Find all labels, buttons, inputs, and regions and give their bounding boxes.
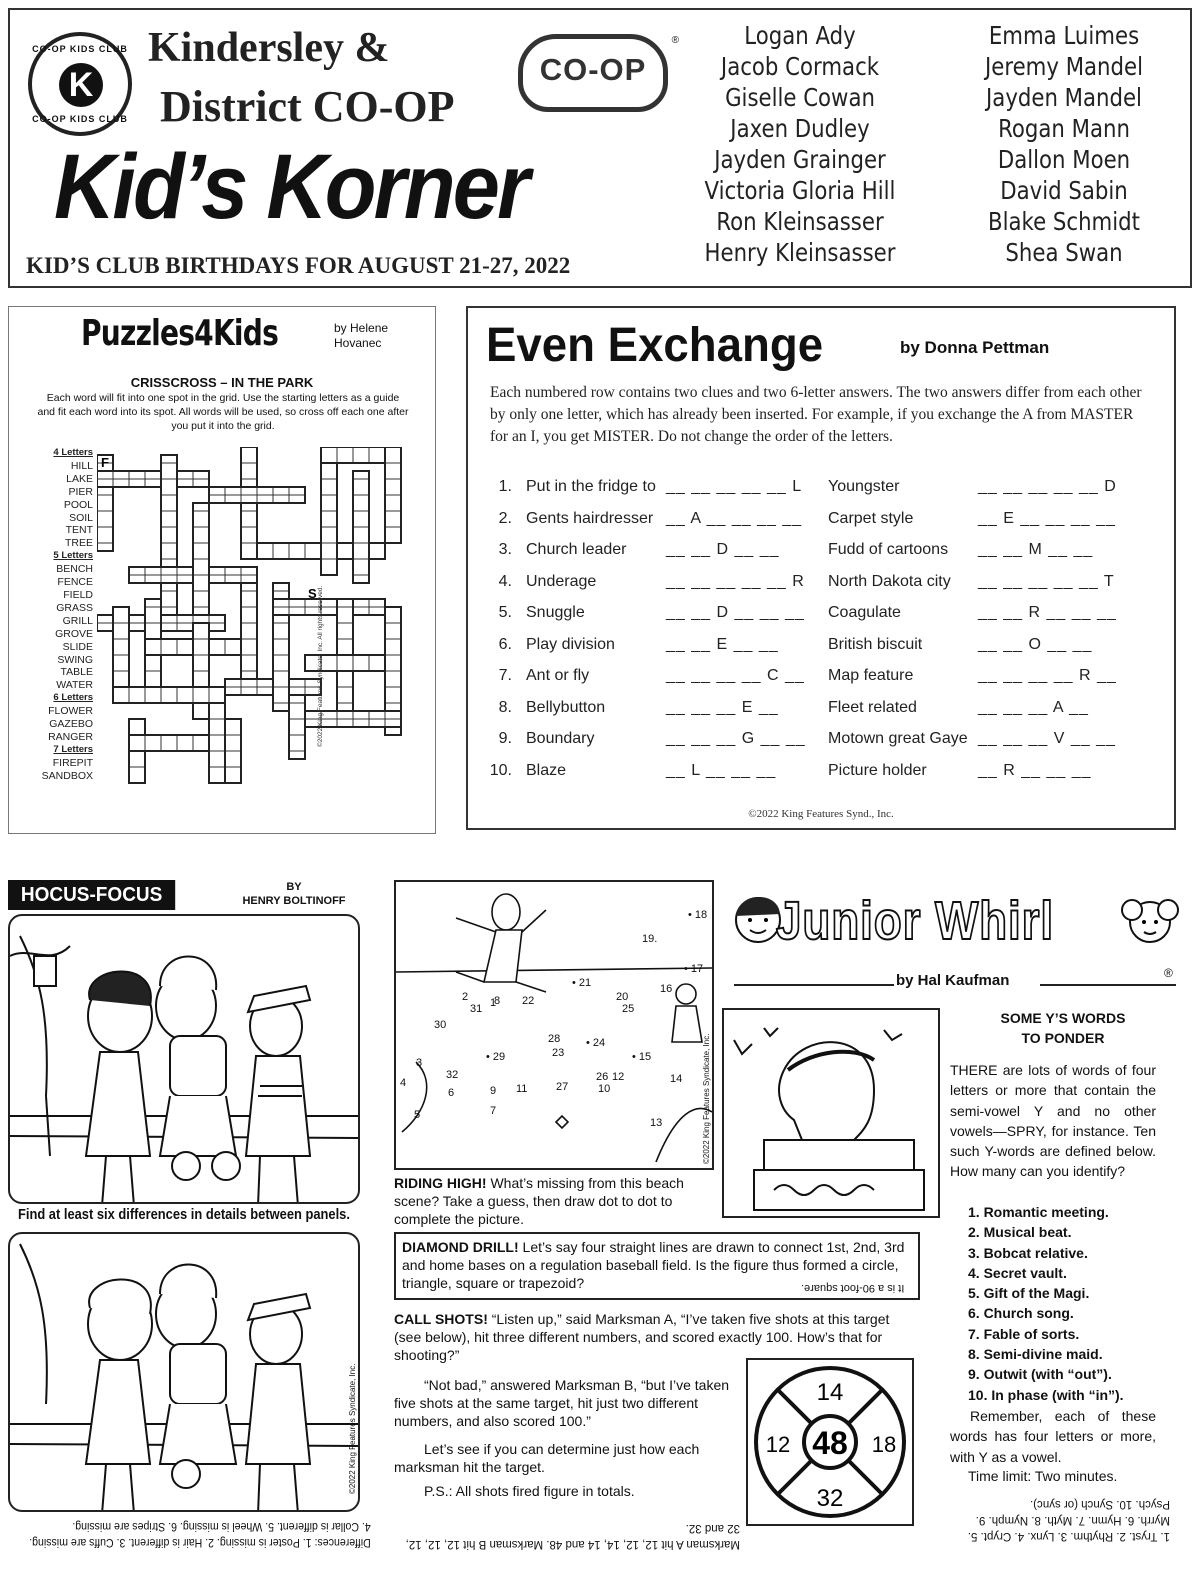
right-answer-blanks[interactable]: __ R __ __ __ xyxy=(978,761,1092,779)
heading-line1: SOME Y’S WORDS xyxy=(1000,1010,1126,1026)
word: WATER xyxy=(56,679,93,692)
word: BENCH xyxy=(56,563,93,576)
junior-whirl-registered: ® xyxy=(1164,966,1173,980)
birthday-name: Jeremy Mandel xyxy=(984,52,1143,81)
byline-rule-right xyxy=(1040,984,1176,986)
word: GAZEBO xyxy=(49,718,93,731)
kids-club-badge xyxy=(28,32,132,136)
junior-whirl-answer-upside-down: 1. Tryst. 2. Rhythm. 3. Lynx. 4. Crypt. 5. Myrrh. 6. Hymn. 7. Myth. 8. Nymph. 9. Psych. 10. Synch (or sync). xyxy=(967,1498,1170,1542)
word: FIREPIT xyxy=(52,756,93,769)
call-shots-p1: “Listen up,” said Marksman A, “I’ve taken five shots at this target (see below), hit three different numbers, and scored exactly 100. How’s that for shooting?” xyxy=(394,1311,890,1363)
birthday-name: Ron Kleinsasser xyxy=(716,207,884,236)
clue-item: 8. Semi-divine maid. xyxy=(968,1346,1103,1363)
left-clue: Snuggle xyxy=(526,604,585,621)
starter-letter-s: S xyxy=(308,586,317,601)
svg-text:11: 11 xyxy=(516,1083,528,1095)
word-group-label: 6 Letters xyxy=(53,692,93,704)
coop-registered-mark: ® xyxy=(671,35,679,46)
row-number: 5. xyxy=(498,604,512,621)
right-clue: North Dakota city xyxy=(828,572,951,590)
word: TABLE xyxy=(60,666,93,679)
birthday-name: Blake Schmidt xyxy=(988,207,1140,236)
call-shots-lead: CALL SHOTS! xyxy=(394,1311,488,1327)
row-number: 3. xyxy=(498,541,512,558)
puzzles4kids-copyright: ©2022 King Features Syndicate, Inc. All rights reserved. xyxy=(317,585,324,747)
birthday-names-col2 xyxy=(954,20,1175,268)
row-number: 7. xyxy=(498,667,512,684)
junior-whirl-intro: THERE are lots of words of four letters or more that contain the semi-vowel Y and no other vowels—SPRY, for instance. Ten such Y-words are defined below. How many can you identify? xyxy=(950,1062,1156,1180)
svg-text:• 29: • 29 xyxy=(486,1051,506,1063)
puzzles4kids-logo: Puzzles4Kids xyxy=(81,313,279,354)
word: GRASS xyxy=(56,601,93,614)
svg-text:8: 8 xyxy=(494,995,501,1007)
page-subtitle: KID’S CLUB BIRTHDAYS FOR AUGUST 21-27, 2022 xyxy=(26,253,571,278)
svg-text:26: 26 xyxy=(596,1071,609,1083)
right-clue: Coagulate xyxy=(828,604,901,621)
word: TENT xyxy=(65,524,93,537)
word: PIER xyxy=(68,485,93,498)
svg-text:16: 16 xyxy=(660,983,673,995)
crisscross-grid[interactable] xyxy=(97,447,419,817)
svg-text:19.: 19. xyxy=(642,933,658,945)
junior-whirl-clue-list xyxy=(968,1202,1168,1405)
target-left-value: 12 xyxy=(765,1432,791,1457)
target-top-value: 14 xyxy=(816,1379,844,1406)
birthday-name: Logan Ady xyxy=(744,21,856,50)
call-shots-target-box xyxy=(746,1358,914,1526)
word: POOL xyxy=(63,498,93,511)
clue-item: 5. Gift of the Magi. xyxy=(968,1285,1090,1302)
svg-text:25: 25 xyxy=(622,1003,635,1015)
puzzles4kids-panel xyxy=(8,306,436,834)
row-number: 9. xyxy=(498,730,512,747)
crisscross-word-list xyxy=(19,447,93,783)
left-answer-blanks[interactable]: __ __ D __ __ __ xyxy=(666,604,805,621)
caesar-bust-illustration-frame xyxy=(722,1008,940,1218)
target-right-value: 18 xyxy=(871,1432,897,1457)
call-shots-p4: P.S.: All shots fired figure in totals. xyxy=(424,1483,635,1499)
left-clue: Bellybutton xyxy=(526,698,606,716)
svg-text:9: 9 xyxy=(490,1085,497,1097)
word-group-label: 4 Letters xyxy=(53,447,93,458)
svg-text:• 17: • 17 xyxy=(684,963,704,975)
birthday-name: Jayden Mandel xyxy=(986,83,1142,112)
left-answer-blanks[interactable]: __ __ __ G __ __ xyxy=(666,730,806,747)
right-answer-blanks[interactable]: __ __ O __ __ xyxy=(978,635,1093,653)
byline-line: by Helene xyxy=(334,321,389,335)
clue-item: 2. Musical beat. xyxy=(968,1224,1072,1241)
badge-ring-text-top: CO-OP KIDS CLUB xyxy=(32,44,128,54)
right-answer-blanks[interactable]: __ __ __ __ __ T xyxy=(978,572,1115,590)
word: FIELD xyxy=(63,588,93,601)
clue-item: 7. Fable of sorts. xyxy=(968,1325,1080,1342)
svg-text:3: 3 xyxy=(416,1057,423,1069)
target-center-value: 48 xyxy=(812,1425,848,1461)
call-shots-p3: Let’s see if you can determine just how each marksman hit the target. xyxy=(394,1441,700,1475)
word: GROVE xyxy=(55,627,93,640)
right-answer-blanks[interactable]: __ __ R __ __ __ xyxy=(978,604,1117,621)
word: SOIL xyxy=(69,511,93,524)
coop-logo xyxy=(518,34,679,112)
word: FENCE xyxy=(57,576,93,589)
right-clue: Map feature xyxy=(828,667,914,684)
svg-text:28: 28 xyxy=(548,1033,561,1045)
byline-rule-left xyxy=(734,984,894,986)
left-clue: Underage xyxy=(526,572,597,590)
even-exchange-rows xyxy=(468,478,1174,798)
heading-line2: TO PONDER xyxy=(1021,1030,1105,1046)
birthday-name: Rogan Mann xyxy=(998,114,1130,143)
svg-text:• 21: • 21 xyxy=(572,977,592,989)
word-group-label: 7 Letters xyxy=(53,743,93,755)
beach-dot-to-dot-illustration xyxy=(396,882,712,1168)
word-group-label: 5 Letters xyxy=(53,550,93,562)
diamond-drill-box xyxy=(394,1232,920,1300)
riding-high-lead: RIDING HIGH! xyxy=(394,1175,487,1191)
hocus-focus-title: HOCUS-FOCUS xyxy=(8,880,175,910)
row-number: 6. xyxy=(498,635,512,653)
left-clue: Ant or fly xyxy=(526,667,590,684)
svg-text:5: 5 xyxy=(414,1109,421,1121)
birthday-name: Victoria Gloria Hill xyxy=(704,176,896,205)
badge-letter: K xyxy=(59,63,103,107)
junior-whirl-heading xyxy=(950,1008,1176,1048)
hocus-focus-prompt: Find at least six differences in details between panels. xyxy=(18,1206,350,1223)
right-answer-blanks[interactable]: __ __ __ __ __ D xyxy=(978,478,1117,495)
even-exchange-copyright: ©2022 King Features Synd., Inc. xyxy=(748,808,894,820)
riding-high-body: What’s missing from this beach scene? Take a guess, then draw dot to dot to complete the picture. xyxy=(394,1175,684,1227)
row-number: 1. xyxy=(498,478,512,495)
svg-text:7: 7 xyxy=(490,1105,497,1117)
page-title: Kid’s Korner xyxy=(54,136,528,238)
svg-text:23: 23 xyxy=(552,1047,565,1059)
word: SANDBOX xyxy=(41,769,93,782)
byline-author: HENRY BOLTINOFF xyxy=(242,895,346,907)
row-number: 8. xyxy=(498,698,512,716)
org-name-line1: Kindersley & xyxy=(148,25,390,71)
badge-ring-text-bottom: CO-OP KIDS CLUB xyxy=(32,114,128,124)
right-clue: Motown great Gaye xyxy=(828,730,968,747)
clue-item: 10. In phase (with “in”). xyxy=(968,1386,1124,1403)
word: GRILL xyxy=(62,614,93,627)
right-answer-blanks[interactable]: __ E __ __ __ __ xyxy=(978,509,1116,527)
svg-text:31: 31 xyxy=(470,1003,483,1015)
svg-text:• 15: • 15 xyxy=(632,1051,652,1063)
call-shots-answer-upside-down: Marksman A hit 12, 12, 14, 14 and 48. Marksman B hit 12, 12, 12, 32 and 32. xyxy=(405,1522,740,1550)
even-exchange-title: Even Exchange xyxy=(486,319,824,372)
byline-line: Hovanec xyxy=(334,336,382,350)
target-bottom-value: 32 xyxy=(816,1485,844,1512)
birthday-name: Jayden Grainger xyxy=(714,145,886,174)
crisscross-heading: CRISSCROSS – IN THE PARK xyxy=(130,375,314,390)
svg-text:20: 20 xyxy=(616,991,629,1003)
svg-text:30: 30 xyxy=(434,1019,447,1031)
junior-whirl-title: Junior Whirl xyxy=(776,891,1054,951)
right-clue: Carpet style xyxy=(828,509,914,527)
svg-text:14: 14 xyxy=(670,1073,683,1085)
svg-text:27: 27 xyxy=(556,1081,569,1093)
left-clue: Play division xyxy=(526,635,615,653)
hocus-focus-answer-upside-down: Differences: 1. Poster is missing. 2. Hair is different. 3. Cuffs are missing. 4. Collar is different. 5. Wheel is missing. 6. Stripes are missing. xyxy=(29,1520,371,1548)
word: SLIDE xyxy=(62,640,93,653)
svg-text:10: 10 xyxy=(598,1083,611,1095)
birthday-name: Dallon Moen xyxy=(997,145,1131,174)
word: TREE xyxy=(64,537,93,550)
svg-text:2: 2 xyxy=(462,991,469,1003)
byline-by: BY xyxy=(286,881,302,893)
svg-text:22: 22 xyxy=(522,995,535,1007)
right-answer-blanks[interactable]: __ __ __ A __ xyxy=(978,698,1089,716)
svg-text:12: 12 xyxy=(612,1071,625,1083)
birthday-name: Shea Swan xyxy=(1005,238,1123,267)
birthday-name: Jacob Cormack xyxy=(720,52,880,81)
org-name-line2: District CO-OP xyxy=(160,82,455,131)
diamond-drill-answer-upside-down: It is a 90-foot square. xyxy=(800,1282,904,1294)
riding-high-copyright: ©2022 King Features Syndicate, Inc. xyxy=(702,1033,711,1164)
left-clue: Gents hairdresser xyxy=(526,509,654,527)
right-clue: Picture holder xyxy=(828,761,927,779)
left-clue: Boundary xyxy=(526,730,595,747)
kids-with-stroller-illustration-altered xyxy=(10,1234,360,1512)
riding-high-text xyxy=(394,1174,704,1228)
junior-whirl-outro: Remember, each of these words has four letters or more, with Y as a vowel. xyxy=(950,1408,1156,1465)
right-answer-blanks[interactable]: __ __ M __ __ xyxy=(978,541,1094,558)
row-number: 2. xyxy=(498,509,512,527)
even-exchange-instructions: Each numbered row contains two clues and two 6-letter answers. The two answers differ from each other by only one letter, which has already been inserted. For example, if you exchange the A from MASTER for an I, you get MISTER. Do not change the order of the letters. xyxy=(490,384,1142,445)
birthday-name: David Sabin xyxy=(1000,176,1128,205)
left-answer-blanks[interactable]: __ __ __ E __ xyxy=(666,698,779,716)
svg-text:1: 1 xyxy=(490,997,497,1009)
right-clue: British biscuit xyxy=(828,635,923,653)
right-clue: Fudd of cartoons xyxy=(828,541,949,558)
left-answer-blanks[interactable]: __ __ __ __ __ L xyxy=(666,478,803,495)
left-answer-blanks[interactable]: __ __ __ __ __ R xyxy=(666,572,805,590)
svg-text:4: 4 xyxy=(400,1077,407,1089)
left-answer-blanks[interactable]: __ __ D __ __ xyxy=(666,541,780,558)
svg-text:• 24: • 24 xyxy=(586,1037,606,1049)
junior-whirl-byline: by Hal Kaufman xyxy=(896,972,1010,989)
target-illustration xyxy=(748,1360,912,1524)
header-banner xyxy=(8,8,1192,288)
left-answer-blanks[interactable]: __ __ __ __ C __ xyxy=(666,667,805,684)
hocus-focus-copyright: ©2022 King Features Syndicate, Inc. xyxy=(348,1363,357,1494)
diamond-drill-lead: DIAMOND DRILL! xyxy=(402,1239,519,1255)
call-shots-p2: “Not bad,” answered Marksman B, “but I’ve taken five shots at the same target, hit just two different numbers, and also scored 100.” xyxy=(394,1377,730,1429)
svg-text:6: 6 xyxy=(448,1087,455,1099)
birthday-name: Emma Luimes xyxy=(988,21,1140,50)
clue-item: 4. Secret vault. xyxy=(968,1264,1067,1281)
left-clue: Blaze xyxy=(526,761,567,779)
starter-letter-f: F xyxy=(101,455,109,470)
word: SWING xyxy=(57,653,93,666)
left-answer-blanks[interactable]: __ L __ __ __ xyxy=(666,761,777,779)
hocus-focus-panel-top xyxy=(8,914,360,1204)
coop-logo-text: CO-OP xyxy=(539,52,647,87)
girl-face-icon xyxy=(1120,884,1182,954)
birthday-name: Jaxen Dudley xyxy=(730,114,870,143)
left-answer-blanks[interactable]: __ A __ __ __ __ xyxy=(666,509,803,527)
svg-text:32: 32 xyxy=(446,1069,459,1081)
birthday-name: Giselle Cowan xyxy=(725,83,875,112)
clue-item: 3. Bobcat relative. xyxy=(968,1244,1088,1261)
left-clue: Put in the fridge to xyxy=(526,478,656,495)
caesar-bust-illustration xyxy=(724,1010,938,1216)
puzzles4kids-byline xyxy=(334,321,388,351)
birthday-names-col1 xyxy=(690,20,911,268)
kids-with-stroller-illustration xyxy=(10,916,360,1204)
junior-whirl-time-limit: Time limit: Two minutes. xyxy=(968,1468,1118,1484)
word: HILL xyxy=(70,459,93,472)
word: RANGER xyxy=(48,730,93,743)
right-answer-blanks[interactable]: __ __ __ __ R __ xyxy=(978,667,1117,684)
hocus-focus-byline xyxy=(234,880,354,908)
left-answer-blanks[interactable]: __ __ E __ __ xyxy=(666,635,779,653)
left-clue: Church leader xyxy=(526,541,627,558)
diamond-drill-body: Let’s say four straight lines are drawn to connect 1st, 2nd, 3rd and home bases on a regulation baseball field. Is the figure thus formed a circle, triangle, square or trapezoid? xyxy=(402,1239,905,1291)
svg-text:• 18: • 18 xyxy=(688,909,708,921)
right-answer-blanks[interactable]: __ __ __ V __ __ xyxy=(978,730,1116,747)
word: LAKE xyxy=(66,472,93,485)
call-shots-intro xyxy=(394,1310,898,1364)
clue-item: 9. Outwit (with “out”). xyxy=(968,1366,1112,1383)
row-number: 4. xyxy=(498,572,512,590)
right-clue: Fleet related xyxy=(828,698,917,716)
even-exchange-panel xyxy=(466,306,1176,830)
riding-high-panel xyxy=(394,880,714,1170)
even-exchange-byline: by Donna Pettman xyxy=(900,338,1050,357)
crisscross-instructions: Each word will fit into one spot in the grid. Use the starting letters as a guide and fit each word into its spot. All words will be used, so cross off each one after you put it into the grid. xyxy=(37,392,409,432)
word: FLOWER xyxy=(48,705,93,718)
clue-item: 1. Romantic meeting. xyxy=(968,1204,1109,1220)
hocus-focus-panel-bottom xyxy=(8,1232,360,1512)
clue-item: 6. Church song. xyxy=(968,1305,1074,1322)
right-clue: Youngster xyxy=(828,478,900,495)
birthday-name: Henry Kleinsasser xyxy=(704,238,896,267)
row-number: 10. xyxy=(489,761,512,779)
svg-text:13: 13 xyxy=(650,1117,663,1129)
